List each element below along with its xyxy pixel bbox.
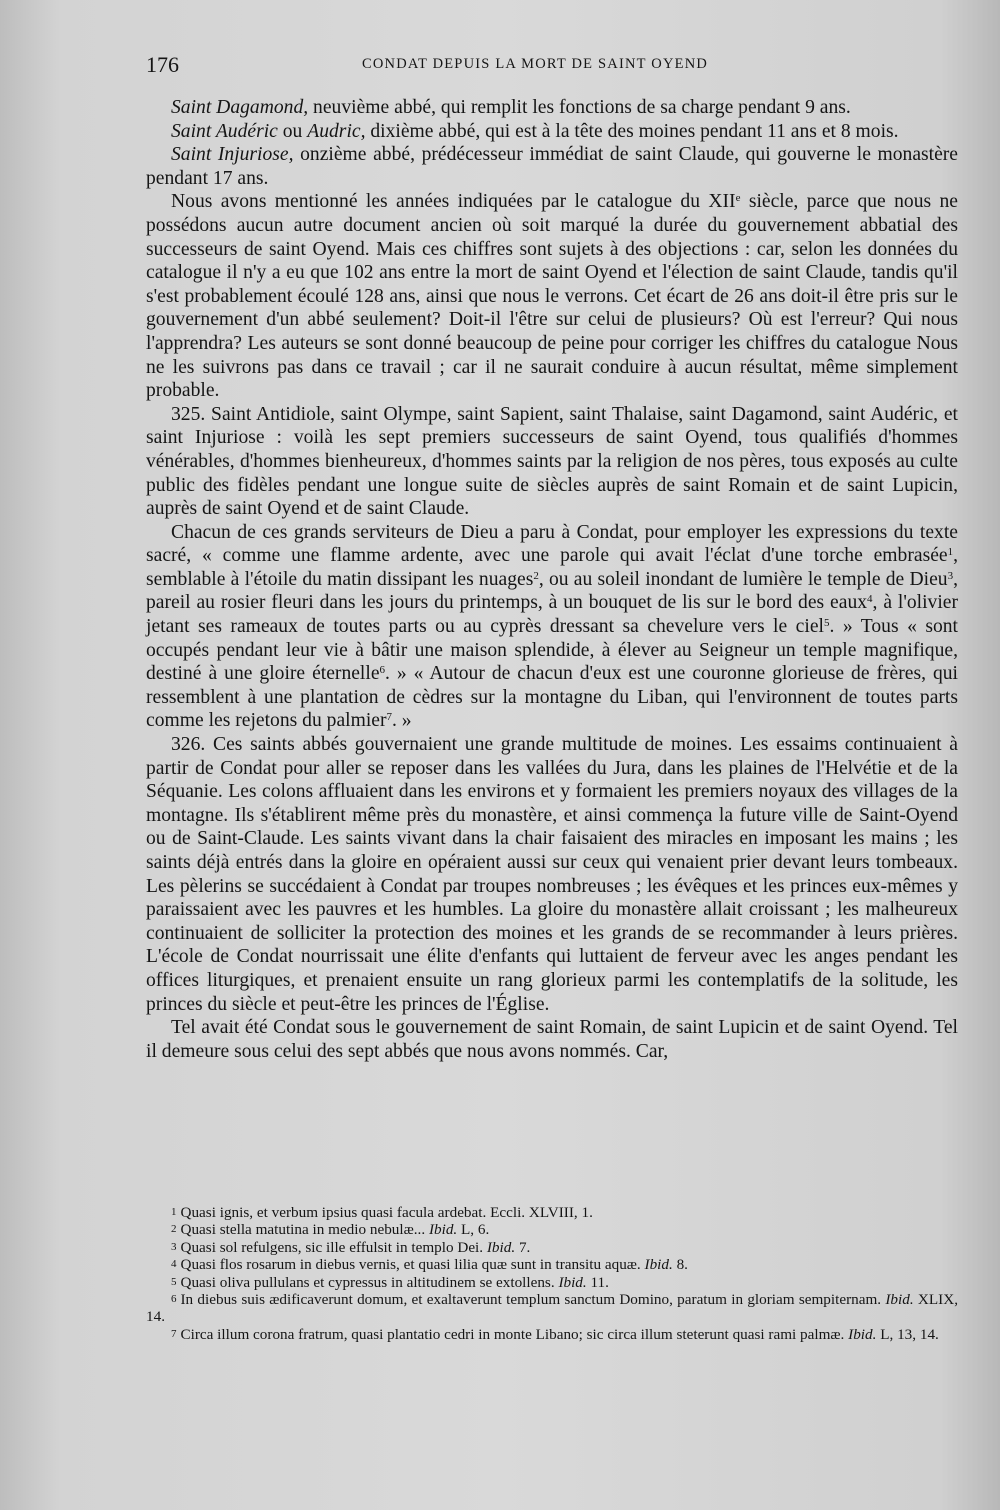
footnote-ref-work: Ibid.: [848, 1325, 877, 1343]
abbot-name-alt: Audric,: [307, 120, 366, 142]
footnote-ref[interactable]: 6: [379, 664, 386, 677]
footnote-ref-work: Ibid.: [644, 1256, 673, 1274]
paragraph-auderic: [146, 120, 958, 144]
footnote-number: 2: [171, 1223, 177, 1236]
footnote-text: Circa illum corona fratrum, quasi plantatio cedri in monte Libano; sic circa illum steterunt quasi rami palmæ.: [180, 1325, 849, 1343]
footnote-ref-work: Ibid.: [558, 1273, 587, 1291]
footnote: [146, 1291, 958, 1326]
paragraph-text: . »: [392, 710, 412, 732]
footnote-text: In diebus suis ædificaverunt domum, et exaltaverunt templum sanctum Domino, paratum in gloriam sempiternam.: [180, 1291, 886, 1309]
page-header: [146, 52, 966, 82]
footnote-number: 3: [171, 1240, 177, 1253]
paragraph-text: dixième abbé, qui est à la tête des moines pendant 11 ans et 8 mois.: [365, 120, 899, 142]
paragraph-text: , pareil au rosier fleuri dans les jours du printemps, à un bouquet de lis sur le bord des eaux: [146, 568, 958, 614]
paragraph-text: , à l'olivier jetant ses rameaux de toutes parts ou au cyprès dressant sa chevelure vers le ciel: [146, 592, 959, 638]
footnote-ref[interactable]: 1: [947, 546, 954, 559]
body-text: [146, 96, 958, 1063]
abbot-name: Saint Audéric: [171, 120, 278, 142]
paragraph-text: siècle, parce que nous ne possédons aucun autre document ancien où soit marqué la durée du gouvernement abbatial des successeurs de saint Oyend. Mais ces chiffres sont sujets à des objections : car, selon les données du catalogue il n'y a eu que 102 ans entre la mort de saint Oyend et l'élection de saint Claude, tandis qu'il s'est probablement écoulé 128 ans, ainsi que nous le verrons. Cet écart de 26 ans doit-il être pris sur le gouvernement d'un abbé seulement? Doit-il l'être sur celui de plusieurs? Où est l'erreur? Qui nous l'apprendra? Les auteurs se sont donné beaucoup de peine pour corriger les chiffres du catalogue Nous ne les suivrons pas dans ce travail ; car il ne saurait conduire à aucun résultat, même simplement probable.: [146, 191, 958, 402]
footnotes: [146, 1204, 958, 1343]
century-superscript: e: [735, 192, 741, 205]
paragraph-injuriose: [146, 143, 958, 190]
footnote-text: Quasi stella matutina in medio nebulæ...: [180, 1221, 429, 1239]
paragraph-text: Nous avons mentionné les années indiquées par le catalogue du XII: [171, 191, 736, 213]
footnote-citation: 8.: [672, 1256, 688, 1274]
paragraph-text: . » Tous « sont occupés pendant leur vie à bâtir une maison splendide, à élever au Seigneur un temple magnifique, destiné à une gloire éternelle: [146, 616, 959, 685]
paragraph-text: , semblable à l'étoile du matin dissipant les nuages: [146, 545, 958, 590]
paragraph-text: onzième abbé, prédécesseur immédiat de saint Claude, qui gouverne le monastère pendant 17 ans.: [146, 144, 959, 189]
footnote-number: 1: [171, 1206, 177, 1218]
footnote-citation: L, 13, 14.: [876, 1325, 939, 1343]
footnote-ref[interactable]: 2: [533, 569, 539, 582]
footnote-number: 7: [171, 1327, 177, 1340]
footnote-text: Quasi sol refulgens, sic ille effulsit in templo Dei.: [180, 1238, 487, 1256]
connector-text: ou: [277, 120, 308, 142]
paragraph-325: 325. Saint Antidiole, saint Olympe, saint Sapient, saint Thalaise, saint Dagamond, saint Audéric, et saint Injuriose : voilà les sept premiers successeurs de saint Oyend, tous qualifiés d'hommes vénérables, d'hommes bienheureux, d'hommes saints par la religion de nos pères, tous exposés au culte public des fidèles pendant une longue suite de siècles auprès de saint Romain et de saint Lupicin, auprès de saint Oyend et de saint Claude.: [146, 403, 958, 520]
footnote-citation: XLIX, 14.: [146, 1291, 958, 1326]
footnote-ref-work: Ibid.: [885, 1291, 914, 1309]
footnote: [146, 1274, 958, 1291]
footnote: [146, 1204, 958, 1221]
footnote-citation: 7.: [515, 1238, 531, 1256]
footnote: [146, 1239, 958, 1256]
footnote-citation: L, 6.: [457, 1221, 490, 1239]
footnote-ref-work: Eccli.: [490, 1204, 526, 1221]
paragraph-text: Chacun de ces grands serviteurs de Dieu a paru à Condat, pour employer les expressions du texte sacré, « comme une flamme ardente, avec une parole qui avait l'éclat d'une torche embrasée: [146, 521, 958, 567]
footnote-number: 5: [171, 1275, 177, 1288]
footnote-ref[interactable]: 4: [867, 593, 873, 606]
footnote-number: 4: [171, 1258, 177, 1271]
footnote-ref[interactable]: 5: [823, 617, 830, 630]
running-head: CONDAT DEPUIS LA MORT DE SAINT OYEND: [362, 56, 709, 72]
paragraph-326: 326. Ces saints abbés gouvernaient une grande multitude de moines. Les essaims continuaient à partir de Condat pour aller se reposer dans les vallées du Jura, dans les plaines de l'Helvétie et de la Séquanie. Les colons affluaient dans les environs et y formaient les premiers noyaux des villages de la montagne. Ils s'établirent même près du monastère, et ainsi commença la future ville de Saint-Oyend ou de Saint-Claude. Les saints vivant dans la chair faisaient des miracles en imposant les mains ; les saints déjà entrés dans la gloire en opéraient aussi sur ceux qui venaient prier devant leurs tombeaux. Les pèlerins se succédaient à Condat par troupes nombreuses ; les évêques et les princes eux-mêmes y paraissaient avec les pauvres et les humbles. La gloire du monastère allait croissant ; les malheureux continuaient de solliciter la protection des moines et les grands de se recommander à leurs prières. L'école de Condat nourrissait une élite d'enfants qui luttaient de ferveur avec les anges pendant les offices liturgiques, et prenaient ensuite un rang glorieux parmi les contemplatifs de la solitude, les princes du siècle et peut-être les princes de l'Église.: [146, 734, 958, 1015]
footnote-text: Quasi flos rosarum in diebus vernis, et quasi lilia quæ sunt in transitu aquæ.: [180, 1256, 645, 1274]
footnote-ref-work: Ibid.: [428, 1221, 458, 1239]
footnote: [146, 1326, 958, 1343]
paragraph-text: . » « Autour de chacun d'eux est une couronne glorieuse de frères, qui ressemblent à une plantation de cèdres sur la montagne du Liban, qui l'environnent de toutes parts comme les rejetons du palmier: [146, 663, 958, 732]
paragraph-condat: Tel avait été Condat sous le gouvernement de saint Romain, de saint Lupicin et de saint Oyend. Tel il demeure sous celui des sept abbés que nous avons nommés. Car,: [146, 1017, 958, 1062]
abbot-name: Saint Injuriose,: [171, 144, 294, 166]
paragraph-catalogue: [146, 190, 958, 402]
paragraph-servants: [146, 521, 958, 733]
paragraph-text: neuvième abbé, qui remplit les fonctions de sa charge pendant 9 ans.: [308, 97, 851, 118]
footnote-text: Quasi oliva pullulans et cypressus in altitudinem se extollens.: [180, 1273, 559, 1291]
footnote: [146, 1221, 958, 1238]
page-number: 176: [146, 52, 179, 77]
footnote-citation: 11.: [586, 1273, 609, 1291]
footnote-text: Quasi ignis, et verbum ipsius quasi facula ardebat.: [180, 1204, 491, 1221]
footnote: [146, 1256, 958, 1273]
footnote-citation: XLVIII, 1.: [525, 1204, 593, 1221]
footnote-number: 6: [171, 1293, 177, 1306]
footnote-ref-work: Ibid.: [486, 1238, 516, 1256]
paragraph-dagamond: [146, 96, 958, 120]
abbot-name: Saint Dagamond,: [171, 97, 309, 118]
footnote-ref[interactable]: 3: [947, 569, 954, 582]
footnote-ref[interactable]: 7: [386, 711, 392, 724]
paragraph-text: , ou au soleil inondant de lumière le temple de Dieu: [538, 568, 948, 590]
